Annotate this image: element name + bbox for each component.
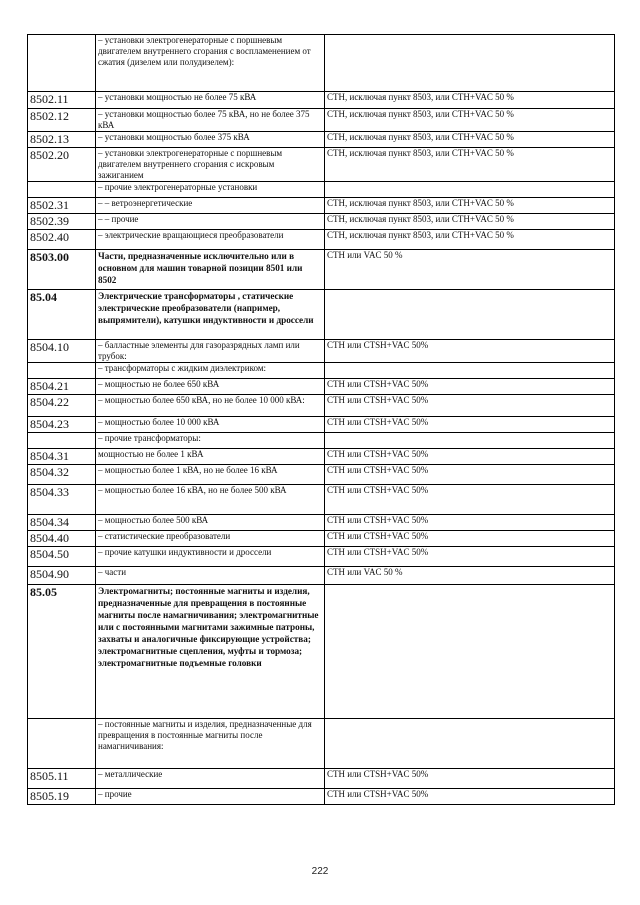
origin-rule-cell: СТН, исключая пункт 8503, или СТН+VAC 50 % (325, 230, 615, 250)
description-cell: – электрические вращающиеся преобразователи (96, 230, 325, 250)
table-row (28, 449, 615, 465)
table-row (28, 340, 615, 363)
hs-code-cell: 8504.21 (28, 379, 96, 395)
description-cell: – прочие (96, 789, 325, 805)
description-cell: – металлические (96, 769, 325, 789)
table-body (28, 35, 615, 805)
table-row (28, 395, 615, 417)
table-row (28, 250, 615, 290)
origin-rule-cell: СТН или VAC 50 % (325, 250, 615, 290)
table-row (28, 109, 615, 132)
description-cell: – установки электрогенераторные с поршневым двигателем внутреннего сгорания с воспламенением от сжатия (дизелем или полудизелем): (96, 35, 325, 92)
hs-code-cell: 8504.50 (28, 547, 96, 567)
description-cell: – мощностью более 16 кВА, но не более 500 кВА (96, 485, 325, 515)
page-number: 222 (311, 866, 329, 877)
origin-rule-cell: СТН или CTSH+VAC 50% (325, 515, 615, 531)
origin-rule-cell (325, 35, 615, 92)
origin-rule-cell (325, 433, 615, 449)
origin-rule-cell: СТН, исключая пункт 8503, или СТН+VAC 50 % (325, 132, 615, 148)
table-row (28, 433, 615, 449)
hs-code-cell: 85.04 (28, 290, 96, 340)
hs-code-cell: 8504.22 (28, 395, 96, 417)
origin-rule-cell: СТН или CTSH+VAC 50% (325, 531, 615, 547)
description-cell: – мощностью более 650 кВА, но не более 10 000 кВА: (96, 395, 325, 417)
description-cell: – трансформаторы с жидким диэлектриком: (96, 363, 325, 379)
description-cell: – – прочие (96, 214, 325, 230)
table-row (28, 465, 615, 485)
table-row (28, 363, 615, 379)
table-row (28, 769, 615, 789)
hs-code-cell: 8504.33 (28, 485, 96, 515)
hs-code-cell (28, 35, 96, 92)
origin-rule-cell: СТН или CTSH+VAC 50% (325, 340, 615, 363)
table-row (28, 35, 615, 92)
hs-code-cell: 8502.20 (28, 148, 96, 182)
hs-code-cell: 8505.11 (28, 769, 96, 789)
table-row (28, 531, 615, 547)
origin-rule-cell (325, 290, 615, 340)
table-row (28, 148, 615, 182)
hs-code-cell: 8504.34 (28, 515, 96, 531)
table-row (28, 515, 615, 531)
hs-code-cell: 8503.00 (28, 250, 96, 290)
table-row (28, 230, 615, 250)
description-cell: – прочие катушки индуктивности и дроссели (96, 547, 325, 567)
description-cell: Электромагниты; постоянные магниты и изделия, предназначенные для превращения в постоянные магниты после намагничивания; электромагнитные или с постоянными магнитами зажимные патроны, захваты и аналогичные фиксирующие устройства; электромагнитные сцепления, муфты и тормоза; электромагнитные подъемные головки (96, 585, 325, 719)
description-cell: – прочие трансформаторы: (96, 433, 325, 449)
origin-rule-cell: СТН, исключая пункт 8503, или СТН+VAC 50 % (325, 198, 615, 214)
description-cell: – прочие электрогенераторные установки (96, 182, 325, 198)
origin-rule-cell (325, 585, 615, 719)
description-cell: – установки электрогенераторные с поршневым двигателем внутреннего сгорания с искровым зажиганием (96, 148, 325, 182)
description-cell: – мощностью более 1 кВА, но не более 16 кВА (96, 465, 325, 485)
hs-code-cell: 8504.10 (28, 340, 96, 363)
hs-code-cell: 8502.39 (28, 214, 96, 230)
hs-code-cell: 8504.40 (28, 531, 96, 547)
description-cell: – установки мощностью не более 75 кВА (96, 92, 325, 109)
hs-code-cell: 8505.19 (28, 789, 96, 805)
origin-rule-cell: СТН или CTSH+VAC 50% (325, 789, 615, 805)
origin-rule-cell: СТН или CTSH+VAC 50% (325, 449, 615, 465)
origin-rule-cell: СТН, исключая пункт 8503, или СТН+VAC 50 % (325, 92, 615, 109)
table-row (28, 379, 615, 395)
table-row (28, 198, 615, 214)
description-cell: мощностью не более 1 кВА (96, 449, 325, 465)
hs-code-cell: 8504.32 (28, 465, 96, 485)
hs-code-cell (28, 433, 96, 449)
hs-code-cell: 8504.31 (28, 449, 96, 465)
hs-code-cell: 8504.23 (28, 417, 96, 433)
origin-rule-cell: СТН, исключая пункт 8503, или СТН+VAC 50 % (325, 148, 615, 182)
table-row (28, 92, 615, 109)
description-cell: – – ветроэнергетические (96, 198, 325, 214)
hs-code-cell: 8502.13 (28, 132, 96, 148)
description-cell: – установки мощностью более 375 кВА (96, 132, 325, 148)
table-row (28, 132, 615, 148)
hs-code-cell: 8502.12 (28, 109, 96, 132)
description-cell: – мощностью не более 650 кВА (96, 379, 325, 395)
origin-rule-cell (325, 182, 615, 198)
description-cell: Электрические трансформаторы , статические электрические преобразователи (например, выпрямители), катушки индуктивности и дроссели (96, 290, 325, 340)
hs-code-cell: 8502.40 (28, 230, 96, 250)
origin-rule-cell: СТН или CTSH+VAC 50% (325, 465, 615, 485)
description-cell: – установки мощностью более 75 кВА, но не более 375 кВА (96, 109, 325, 132)
hs-code-cell (28, 182, 96, 198)
table-row (28, 567, 615, 585)
table-row (28, 547, 615, 567)
origin-rule-cell: СТН или CTSH+VAC 50% (325, 395, 615, 417)
description-cell: – мощностью более 10 000 кВА (96, 417, 325, 433)
table-row (28, 485, 615, 515)
hs-code-cell: 8502.31 (28, 198, 96, 214)
description-cell: – постоянные магниты и изделия, предназначенные для превращения в постоянные магниты после намагничивания: (96, 719, 325, 769)
origin-rule-cell: СТН или CTSH+VAC 50% (325, 379, 615, 395)
hs-code-cell (28, 719, 96, 769)
description-cell: – мощностью более 500 кВА (96, 515, 325, 531)
hs-code-cell: 8504.90 (28, 567, 96, 585)
hs-code-cell (28, 363, 96, 379)
origin-rule-cell: СТН, исключая пункт 8503, или СТН+VAC 50 % (325, 109, 615, 132)
description-cell: Части, предназначенные исключительно или в основном для машин товарной позиции 8501 или 8502 (96, 250, 325, 290)
origin-rule-cell: СТН или CTSH+VAC 50% (325, 547, 615, 567)
origin-rule-cell (325, 719, 615, 769)
description-cell: – части (96, 567, 325, 585)
description-cell: – балластные элементы для газоразрядных ламп или трубок: (96, 340, 325, 363)
table-row (28, 214, 615, 230)
origin-rule-cell (325, 363, 615, 379)
origin-rule-cell: СТН или CTSH+VAC 50% (325, 485, 615, 515)
origin-rule-cell: СТН или VAC 50 % (325, 567, 615, 585)
origin-rule-cell: СТН или CTSH+VAC 50% (325, 769, 615, 789)
table-row (28, 417, 615, 433)
description-cell: – статистические преобразователи (96, 531, 325, 547)
hs-code-cell: 85.05 (28, 585, 96, 719)
tariff-rules-table (27, 34, 615, 805)
table-row (28, 290, 615, 340)
hs-code-cell: 8502.11 (28, 92, 96, 109)
origin-rule-cell: СТН, исключая пункт 8503, или СТН+VAC 50 % (325, 214, 615, 230)
origin-rule-cell: СТН или CTSH+VAC 50% (325, 417, 615, 433)
table-row (28, 789, 615, 805)
table-row (28, 719, 615, 769)
table-row (28, 585, 615, 719)
table-row (28, 182, 615, 198)
